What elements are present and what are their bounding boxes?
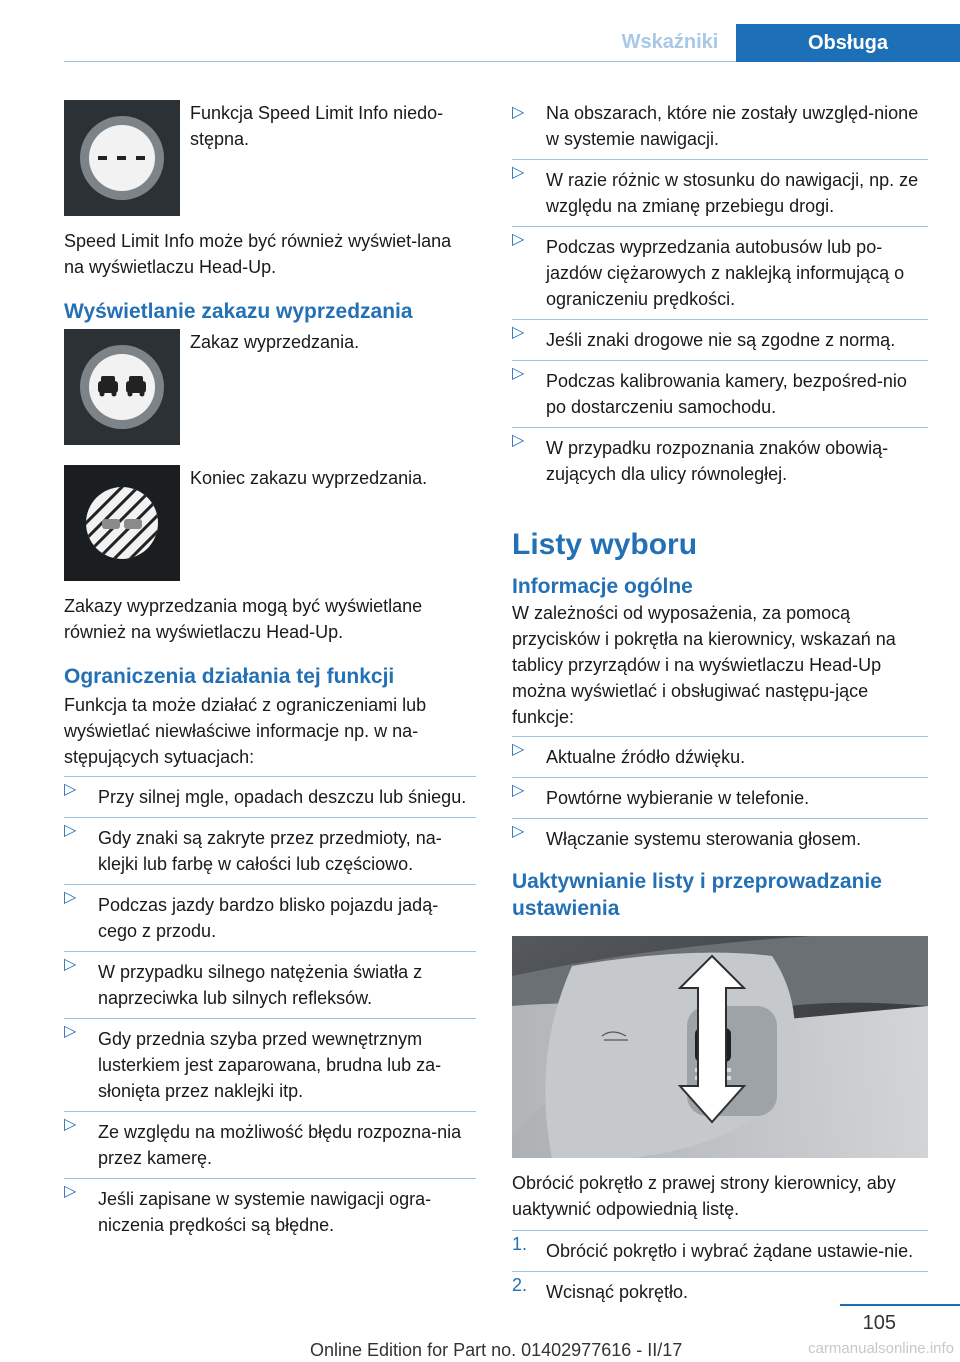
list-item: ▷ Jeśli znaki drogowe nie są zgodne z normą. bbox=[512, 319, 928, 353]
triangle-bullet-icon: ▷ bbox=[512, 104, 525, 121]
list-item: ▷ Gdy przednia szyba przed wewnętrznym lusterkiem jest zaparowana, brudna lub za-słonięta przez naklejki itp. bbox=[64, 1018, 476, 1104]
triangle-bullet-icon: ▷ bbox=[512, 823, 525, 840]
steering-wheel-image bbox=[512, 936, 928, 1158]
triangle-bullet-icon: ▷ bbox=[512, 432, 525, 449]
speed-limit-unavailable-row bbox=[64, 100, 476, 216]
general-intro: W zależności od wyposażenia, za pomocą przycisków i pokrętła na kierownicy, wskazań na tablicy przyrządów i na wyświetlaczu Head-Up można wyświetlać i obsługiwać następu-jące funkcje: bbox=[512, 603, 896, 727]
step-number: 2. bbox=[512, 1275, 528, 1295]
list-item: ▷ W przypadku silnego natężenia światła z naprzeciwka lub silnych refleksów. bbox=[64, 951, 476, 1011]
lists-heading: Listy wyboru bbox=[512, 528, 698, 561]
triangle-bullet-icon: ▷ bbox=[64, 1183, 77, 1200]
list-item: ▷ W razie różnic w stosunku do nawigacji, np. ze względu na zmianę przebiegu drogi. bbox=[512, 159, 928, 219]
limits-intro: Funkcja ta może działać z ograniczeniami lub wyświetlać niewłaściwe informacje np. w na-stępujących sytuacjach: bbox=[64, 695, 427, 767]
steps-list bbox=[512, 1230, 928, 1305]
list-item: ▷ Jeśli zapisane w systemie nawigacji ogra-niczenia prędkości są błędne. bbox=[64, 1178, 476, 1238]
triangle-bullet-icon: ▷ bbox=[512, 164, 525, 181]
triangle-bullet-icon: ▷ bbox=[512, 231, 525, 248]
end-no-overtaking-row bbox=[64, 465, 476, 581]
triangle-bullet-icon: ▷ bbox=[64, 822, 77, 839]
overtaking-headup-note: Zakazy wyprzedzania mogą być wyświetlane również na wyświetlaczu Head-Up. bbox=[64, 596, 423, 642]
list-item: ▷ Powtórne wybieranie w telefonie. bbox=[512, 777, 928, 811]
list-item: 1. Obrócić pokrętło i wybrać żądane ustawie-nie. bbox=[512, 1230, 928, 1264]
limits-list-continued bbox=[512, 100, 928, 487]
list-item: ▷ Podczas jazdy bardzo blisko pojazdu jadą-cego z przodu. bbox=[64, 884, 476, 944]
triangle-bullet-icon: ▷ bbox=[64, 889, 77, 906]
speed-limit-unavailable-icon bbox=[64, 100, 180, 216]
list-item: ▷ Przy silnej mgle, opadach deszczu lub śniegu. bbox=[64, 776, 476, 810]
limits-list bbox=[64, 776, 476, 1238]
tab-obsluga[interactable]: Obsługa bbox=[736, 24, 960, 62]
triangle-bullet-icon: ▷ bbox=[64, 956, 77, 973]
activate-heading: Uaktywnianie listy i przeprowadzanie ustawienia bbox=[512, 870, 882, 920]
edition-footer: Online Edition for Part no. 01402977616 - II/17 bbox=[310, 1340, 683, 1360]
triangle-bullet-icon: ▷ bbox=[64, 781, 77, 798]
no-overtaking-icon bbox=[64, 329, 180, 445]
triangle-bullet-icon: ▷ bbox=[64, 1116, 77, 1133]
list-item: 2. Wcisnąć pokrętło. bbox=[512, 1271, 928, 1305]
triangle-bullet-icon: ▷ bbox=[512, 741, 525, 758]
no-overtaking-text: Zakaz wyprzedzania. bbox=[190, 332, 360, 352]
list-item: ▷ Ze względu na możliwość błędu rozpozna-nia przez kamerę. bbox=[64, 1111, 476, 1171]
overtaking-heading: Wyświetlanie zakazu wyprzedzania bbox=[64, 300, 413, 323]
list-item: ▷ Włączanie systemu sterowania głosem. bbox=[512, 818, 928, 852]
general-list bbox=[512, 736, 928, 852]
page-number: 105 bbox=[862, 1312, 896, 1334]
wheel-caption: Obrócić pokrętło z prawej strony kierownicy, aby uaktywnić odpowiednią listę. bbox=[512, 1173, 896, 1219]
limits-heading: Ograniczenia działania tej funkcji bbox=[64, 665, 395, 688]
triangle-bullet-icon: ▷ bbox=[512, 782, 525, 799]
triangle-bullet-icon: ▷ bbox=[512, 324, 525, 341]
end-no-overtaking-text: Koniec zakazu wyprzedzania. bbox=[190, 468, 428, 488]
end-no-overtaking-icon bbox=[64, 465, 180, 581]
triangle-bullet-icon: ▷ bbox=[64, 1023, 77, 1040]
list-item: ▷ Aktualne źródło dźwięku. bbox=[512, 736, 928, 770]
no-overtaking-row bbox=[64, 329, 476, 445]
footer-rule bbox=[840, 1304, 960, 1306]
list-item: ▷ Podczas kalibrowania kamery, bezpośred-nio po dostarczeniu samochodu. bbox=[512, 360, 928, 420]
headup-note: Speed Limit Info może być również wyświet-lana na wyświetlaczu Head-Up. bbox=[64, 231, 452, 277]
tab-wskazniki[interactable]: Wskaźniki bbox=[621, 31, 719, 53]
speed-limit-unavailable-text: Funkcja Speed Limit Info niedo-stępna. bbox=[190, 103, 444, 149]
list-item: ▷ W przypadku rozpoznania znaków obowią-zujących dla ulicy równoległej. bbox=[512, 427, 928, 487]
list-item: ▷ Podczas wyprzedzania autobusów lub po-jazdów ciężarowych z naklejką informującą o ograniczeniu prędkości. bbox=[512, 226, 928, 312]
right-column bbox=[512, 100, 928, 1305]
left-column bbox=[64, 100, 476, 1238]
step-number: 1. bbox=[512, 1234, 528, 1254]
general-heading: Informacje ogólne bbox=[512, 575, 693, 598]
watermark: carmanualsonline.info bbox=[808, 1340, 954, 1357]
list-item: ▷ Na obszarach, które nie zostały uwzględ-nione w systemie nawigacji. bbox=[512, 100, 928, 152]
list-item: ▷ Gdy znaki są zakryte przez przedmioty, na-klejki lub farbę w całości lub częściowo. bbox=[64, 817, 476, 877]
triangle-bullet-icon: ▷ bbox=[512, 365, 525, 382]
